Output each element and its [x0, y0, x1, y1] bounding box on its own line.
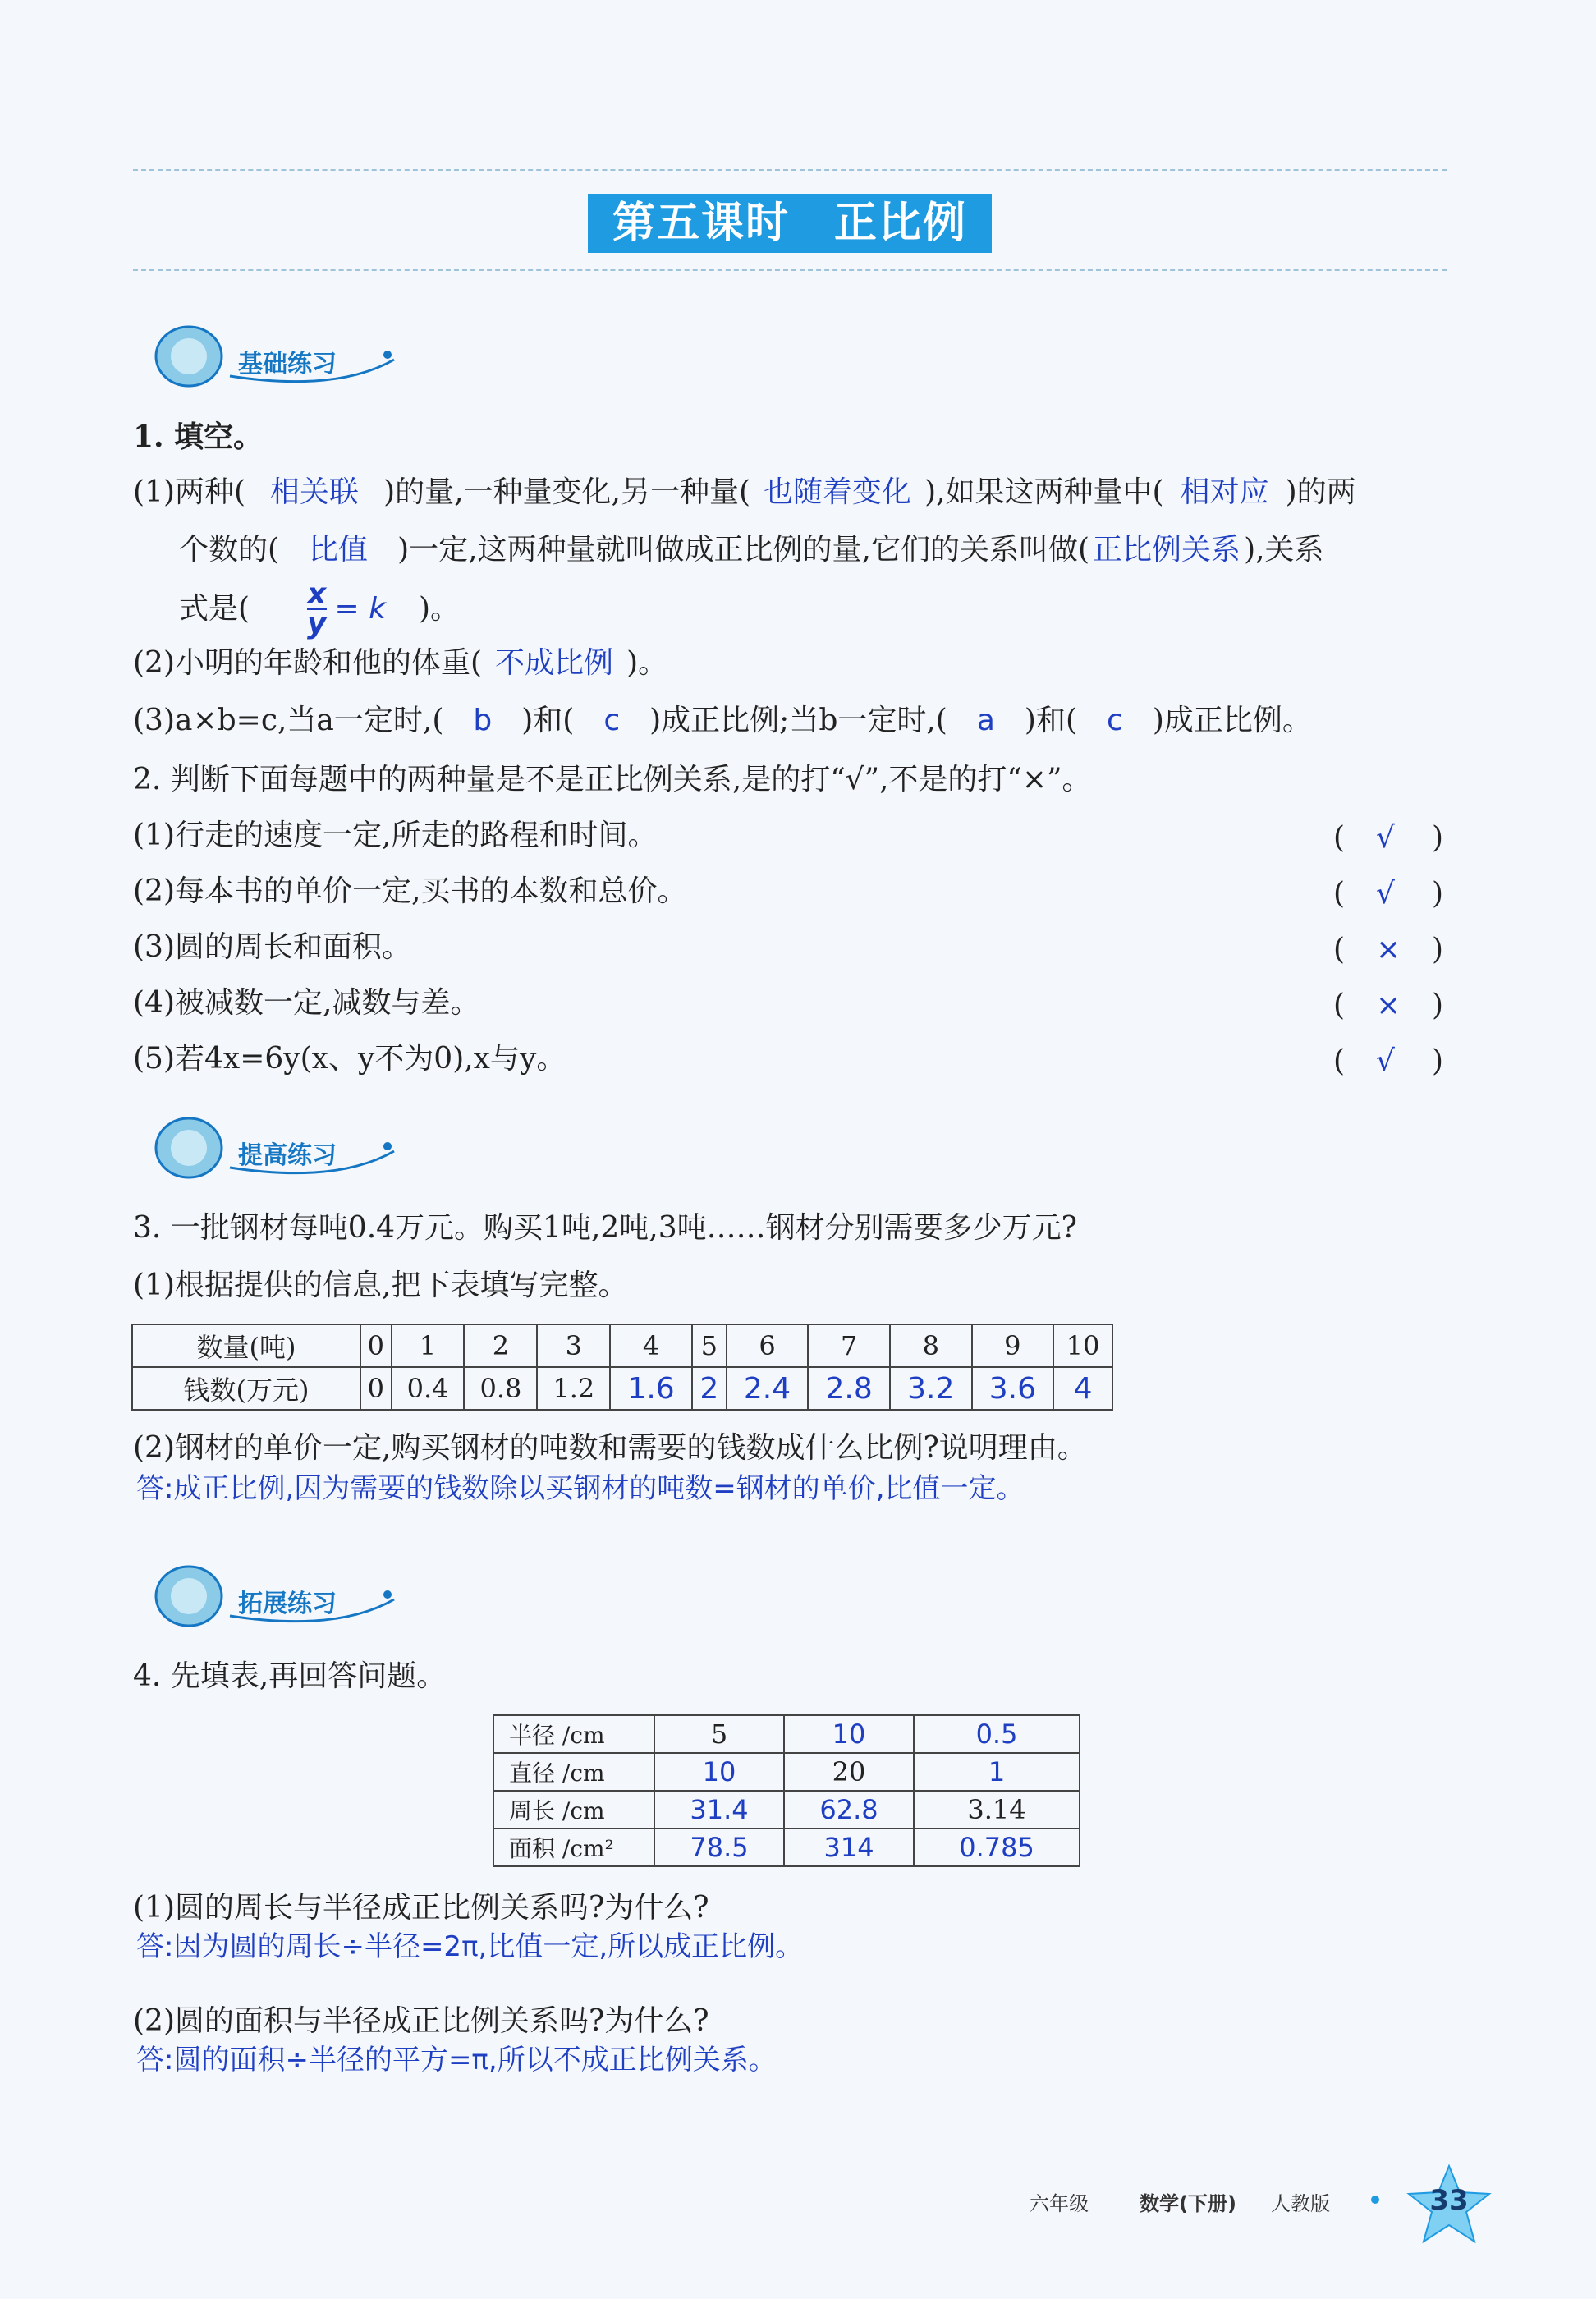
table-cell: 4: [610, 1324, 692, 1367]
answer-blank: c: [603, 704, 621, 737]
formula-answer: [250, 577, 419, 640]
judgement-mark: √: [1376, 821, 1395, 855]
fraction-rest: = k: [334, 592, 386, 626]
text: 个数的(: [179, 533, 280, 567]
q1-p3: [133, 706, 1312, 736]
row-label: 面积 /cm²: [493, 1829, 654, 1866]
text: )成正比例。: [1152, 704, 1312, 737]
footer-subject: 数学(下册): [1140, 2192, 1236, 2215]
table-cell: 0.4: [392, 1367, 465, 1410]
q4-answer2: 答:圆的面积÷半径的平方=π,所以不成正比例关系。: [136, 2044, 777, 2076]
text: )和(: [1024, 704, 1078, 737]
answer-blank: 比值: [309, 533, 369, 567]
table-cell: 8: [890, 1324, 972, 1367]
bracket-close: ): [1432, 877, 1444, 911]
page-number: 33: [1429, 2184, 1469, 2217]
q1-p2: [133, 646, 668, 680]
q2-heading: 2. 判断下面每题中的两种量是不是正比例关系,是的打“√”,不是的打“×”。: [133, 763, 1092, 796]
row-label: 钱数(万元): [132, 1367, 360, 1410]
text: )和(: [521, 704, 575, 737]
answer-blank: 正比例关系: [1093, 533, 1241, 567]
section-basic: 基础练习: [238, 350, 337, 379]
table-cell: 1: [392, 1324, 465, 1367]
text: )。: [418, 592, 461, 626]
text: 式是(: [179, 592, 250, 626]
text: )的量,一种量变化,另一种量(: [383, 475, 751, 509]
footer-dot-icon: [1371, 2196, 1379, 2204]
table-cell: 78.5: [654, 1829, 784, 1866]
bracket-open: (: [1333, 1044, 1346, 1078]
q2-item: (3)圆的周长和面积。: [133, 930, 411, 964]
text: )的两: [1285, 475, 1356, 509]
q1-p1-line2: [179, 535, 1324, 565]
table-row: [493, 1791, 1080, 1829]
bracket-close: ): [1432, 821, 1444, 855]
judgement-mark: ×: [1376, 989, 1401, 1022]
q3-answer: 答:成正比例,因为需要的钱数除以买钢材的吨数=钢材的单价,比值一定。: [136, 1472, 1025, 1505]
answer-blank: 不成比例: [495, 646, 614, 680]
bracket-close: ): [1432, 933, 1444, 966]
q1-p1-line3: [179, 576, 460, 642]
answer-blank: c: [1107, 704, 1123, 737]
q1-heading: 1. 填空。: [133, 420, 264, 454]
bracket-open: (: [1333, 933, 1346, 966]
text: )成正比例;当b一定时,(: [649, 704, 947, 737]
table-row: [493, 1715, 1080, 1753]
answer-blank: b: [473, 704, 493, 737]
text: (2)小明的年龄和他的体重(: [133, 646, 483, 680]
page-title: 第五课时 正比例: [588, 194, 992, 253]
row-label: 直径 /cm: [493, 1753, 654, 1791]
q2-item: (2)每本书的单价一定,买书的本数和总价。: [133, 874, 687, 908]
table-row: [493, 1753, 1080, 1791]
q3-table: [131, 1324, 1113, 1411]
bracket-close: ): [1432, 989, 1444, 1022]
row-label: 周长 /cm: [493, 1791, 654, 1829]
text: (3)a×b=c,当a一定时,(: [133, 704, 444, 737]
table-cell: 3.6: [972, 1367, 1054, 1410]
table-cell: 10: [654, 1753, 784, 1791]
table-cell: 2.4: [727, 1367, 809, 1410]
text: )。: [626, 646, 668, 680]
section-extend: 拓展练习: [238, 1590, 337, 1618]
q4-answer1: 答:因为圆的周长÷半径=2π,比值一定,所以成正比例。: [136, 1930, 804, 1963]
table-cell: 1.6: [610, 1367, 692, 1410]
bracket-open: (: [1333, 877, 1346, 911]
q3-sub1: (1)根据提供的信息,把下表填写完整。: [133, 1269, 628, 1302]
table-cell: 1: [914, 1753, 1080, 1791]
bracket-open: (: [1333, 821, 1346, 855]
row-label: 数量(吨): [132, 1324, 360, 1367]
table-row: [493, 1829, 1080, 1866]
header-rule-top: [133, 169, 1447, 171]
table-cell: 10: [1053, 1324, 1112, 1367]
table-cell: 20: [784, 1753, 914, 1791]
table-cell: 2: [692, 1367, 727, 1410]
table-cell: 0.8: [464, 1367, 537, 1410]
header-rule-bottom: [133, 269, 1447, 271]
table-row: [132, 1324, 1112, 1367]
table-cell: 0: [360, 1367, 392, 1410]
text: ),如果这两种量中(: [924, 475, 1164, 509]
answer-blank: 相关联: [270, 475, 360, 509]
row-label: 半径 /cm: [493, 1715, 654, 1753]
answer-blank: 也随着变化: [764, 475, 912, 509]
q2-item: (1)行走的速度一定,所走的路程和时间。: [133, 819, 658, 852]
table-cell: 31.4: [654, 1791, 784, 1829]
judgement-mark: √: [1376, 1044, 1395, 1078]
fraction-denominator: y: [307, 607, 327, 640]
table-cell: 10: [784, 1715, 914, 1753]
text: (1)两种(: [133, 475, 246, 509]
table-cell: 6: [727, 1324, 809, 1367]
table-cell: 314: [784, 1829, 914, 1866]
q4-sub2: (2)圆的面积与半径成正比例关系吗?为什么?: [133, 2004, 709, 2038]
footer-grade: 六年级: [1030, 2192, 1089, 2215]
section-improve: 提高练习: [238, 1141, 337, 1170]
table-cell: 3.14: [914, 1791, 1080, 1829]
fraction: [307, 577, 327, 640]
text: ),关系: [1244, 533, 1324, 567]
table-cell: 5: [692, 1324, 727, 1367]
judgement-mark: √: [1376, 877, 1395, 911]
q4-heading: 4. 先填表,再回答问题。: [133, 1659, 447, 1693]
q4-table: [493, 1714, 1080, 1867]
table-cell: 3.2: [890, 1367, 972, 1410]
table-cell: 2: [464, 1324, 537, 1367]
q3-sub2: (2)钢材的单价一定,购买钢材的吨数和需要的钱数成什么比例?说明理由。: [133, 1431, 1087, 1465]
q4-sub1: (1)圆的周长与半径成正比例关系吗?为什么?: [133, 1891, 709, 1925]
q1-p1-line1: [133, 475, 1356, 509]
table-cell: 62.8: [784, 1791, 914, 1829]
bracket-open: (: [1333, 989, 1346, 1022]
q2-item: (5)若4x=6y(x、y不为0),x与y。: [133, 1042, 566, 1076]
q3-heading: 3. 一批钢材每吨0.4万元。购买1吨,2吨,3吨……钢材分别需要多少万元?: [133, 1211, 1077, 1245]
table-cell: 5: [654, 1715, 784, 1753]
footer-edition: 人教版: [1271, 2192, 1330, 2215]
table-row: [132, 1367, 1112, 1410]
table-cell: 0: [360, 1324, 392, 1367]
judgement-mark: ×: [1376, 933, 1401, 966]
answer-blank: 相对应: [1180, 475, 1269, 509]
table-cell: 0.785: [914, 1829, 1080, 1866]
table-cell: 3: [537, 1324, 610, 1367]
q2-item: (4)被减数一定,减数与差。: [133, 986, 480, 1020]
table-cell: 7: [808, 1324, 890, 1367]
text: )一定,这两种量就叫做成正比例的量,它们的关系叫做(: [397, 533, 1090, 567]
table-cell: 2.8: [808, 1367, 890, 1410]
bracket-close: ): [1432, 1044, 1444, 1078]
table-cell: 1.2: [537, 1367, 610, 1410]
table-cell: 4: [1053, 1367, 1112, 1410]
table-cell: 0.5: [914, 1715, 1080, 1753]
answer-blank: a: [976, 704, 995, 737]
table-cell: 9: [972, 1324, 1054, 1367]
fraction-numerator: x: [307, 577, 327, 611]
